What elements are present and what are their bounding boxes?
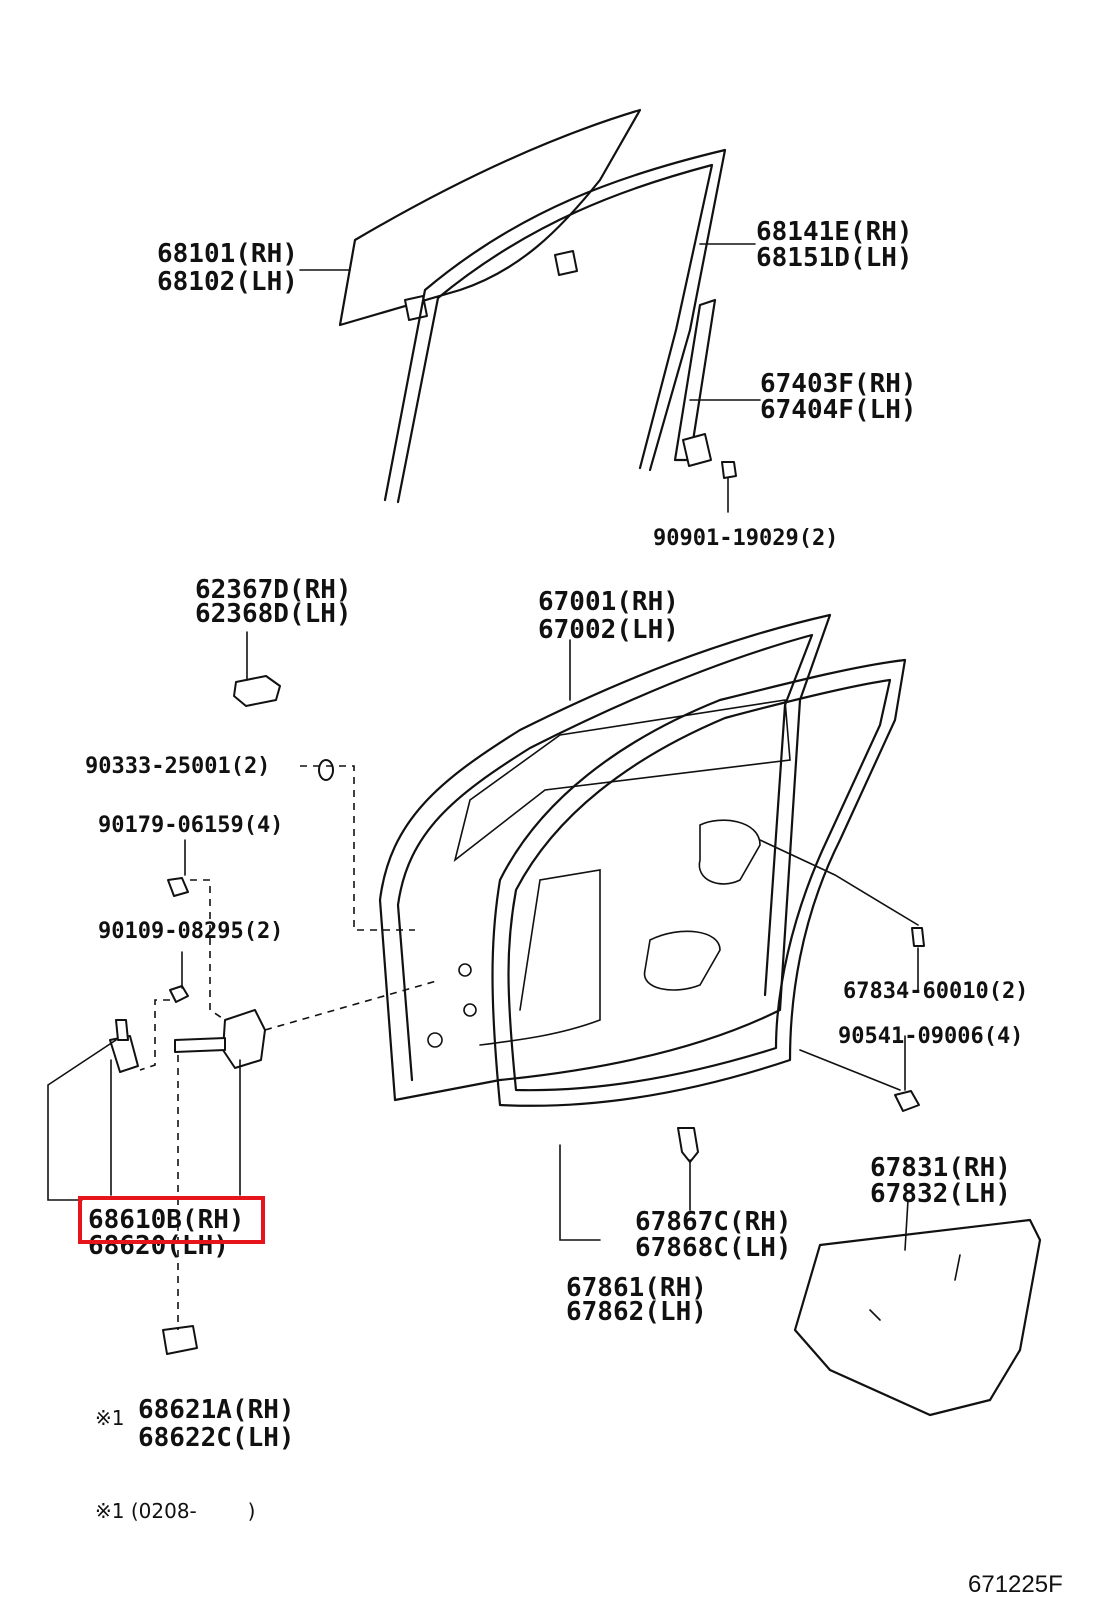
rear-lower-channel-drawing (675, 300, 736, 512)
plug-67834-drawing (912, 928, 924, 946)
label-67404f: 67404F(LH) (760, 395, 917, 425)
door-panel-drawing (380, 615, 830, 1100)
note-mark-68621: ※1 (95, 1406, 125, 1430)
label-68610b: 68610B(RH) (88, 1205, 245, 1235)
clip-67867-drawing (678, 1128, 698, 1162)
label-68102: 68102(LH) (157, 267, 298, 297)
label-67832: 67832(LH) (870, 1179, 1011, 1209)
label-90901-19029: 90901-19029(2) (653, 526, 839, 551)
footnote: ※1 (0208- ) (95, 1499, 256, 1523)
label-68621a: 68621A(RH) (138, 1395, 295, 1425)
label-67001: 67001(RH) (538, 587, 679, 617)
label-67403f: 67403F(RH) (760, 369, 917, 399)
hinge-cover-drawing (234, 632, 280, 706)
label-67868c: 67868C(LH) (635, 1233, 792, 1263)
label-67861: 67861(RH) (566, 1273, 707, 1303)
label-68101: 68101(RH) (157, 239, 298, 269)
door-glass-drawing (340, 110, 640, 325)
label-90541-09006: 90541-09006(4) (838, 1024, 1024, 1049)
label-68620: 68620(LH) (88, 1231, 229, 1261)
label-68151d: 68151D(LH) (756, 243, 913, 273)
label-90333-25001: 90333-25001(2) (85, 754, 271, 779)
label-68622c: 68622C(LH) (138, 1423, 295, 1453)
label-67831: 67831(RH) (870, 1153, 1011, 1183)
label-62367d: 62367D(RH) (195, 575, 352, 605)
label-62368d: 62368D(LH) (195, 599, 352, 629)
label-90109-08295: 90109-08295(2) (98, 919, 284, 944)
figure-reference: 671225F (968, 1571, 1063, 1598)
label-90179-06159: 90179-06159(4) (98, 813, 284, 838)
label-67834-60010: 67834-60010(2) (843, 979, 1029, 1004)
glass-run-channel-drawing (385, 150, 725, 502)
label-67002: 67002(LH) (538, 615, 679, 645)
label-67867c: 67867C(RH) (635, 1207, 792, 1237)
service-hole-cover-drawing (795, 1220, 1040, 1415)
plug-90333-drawing (319, 760, 333, 780)
label-67862: 67862(LH) (566, 1297, 707, 1327)
clip-90541-drawing (895, 1091, 919, 1111)
label-68141e: 68141E(RH) (756, 217, 913, 247)
door-check-drawing (110, 878, 265, 1354)
